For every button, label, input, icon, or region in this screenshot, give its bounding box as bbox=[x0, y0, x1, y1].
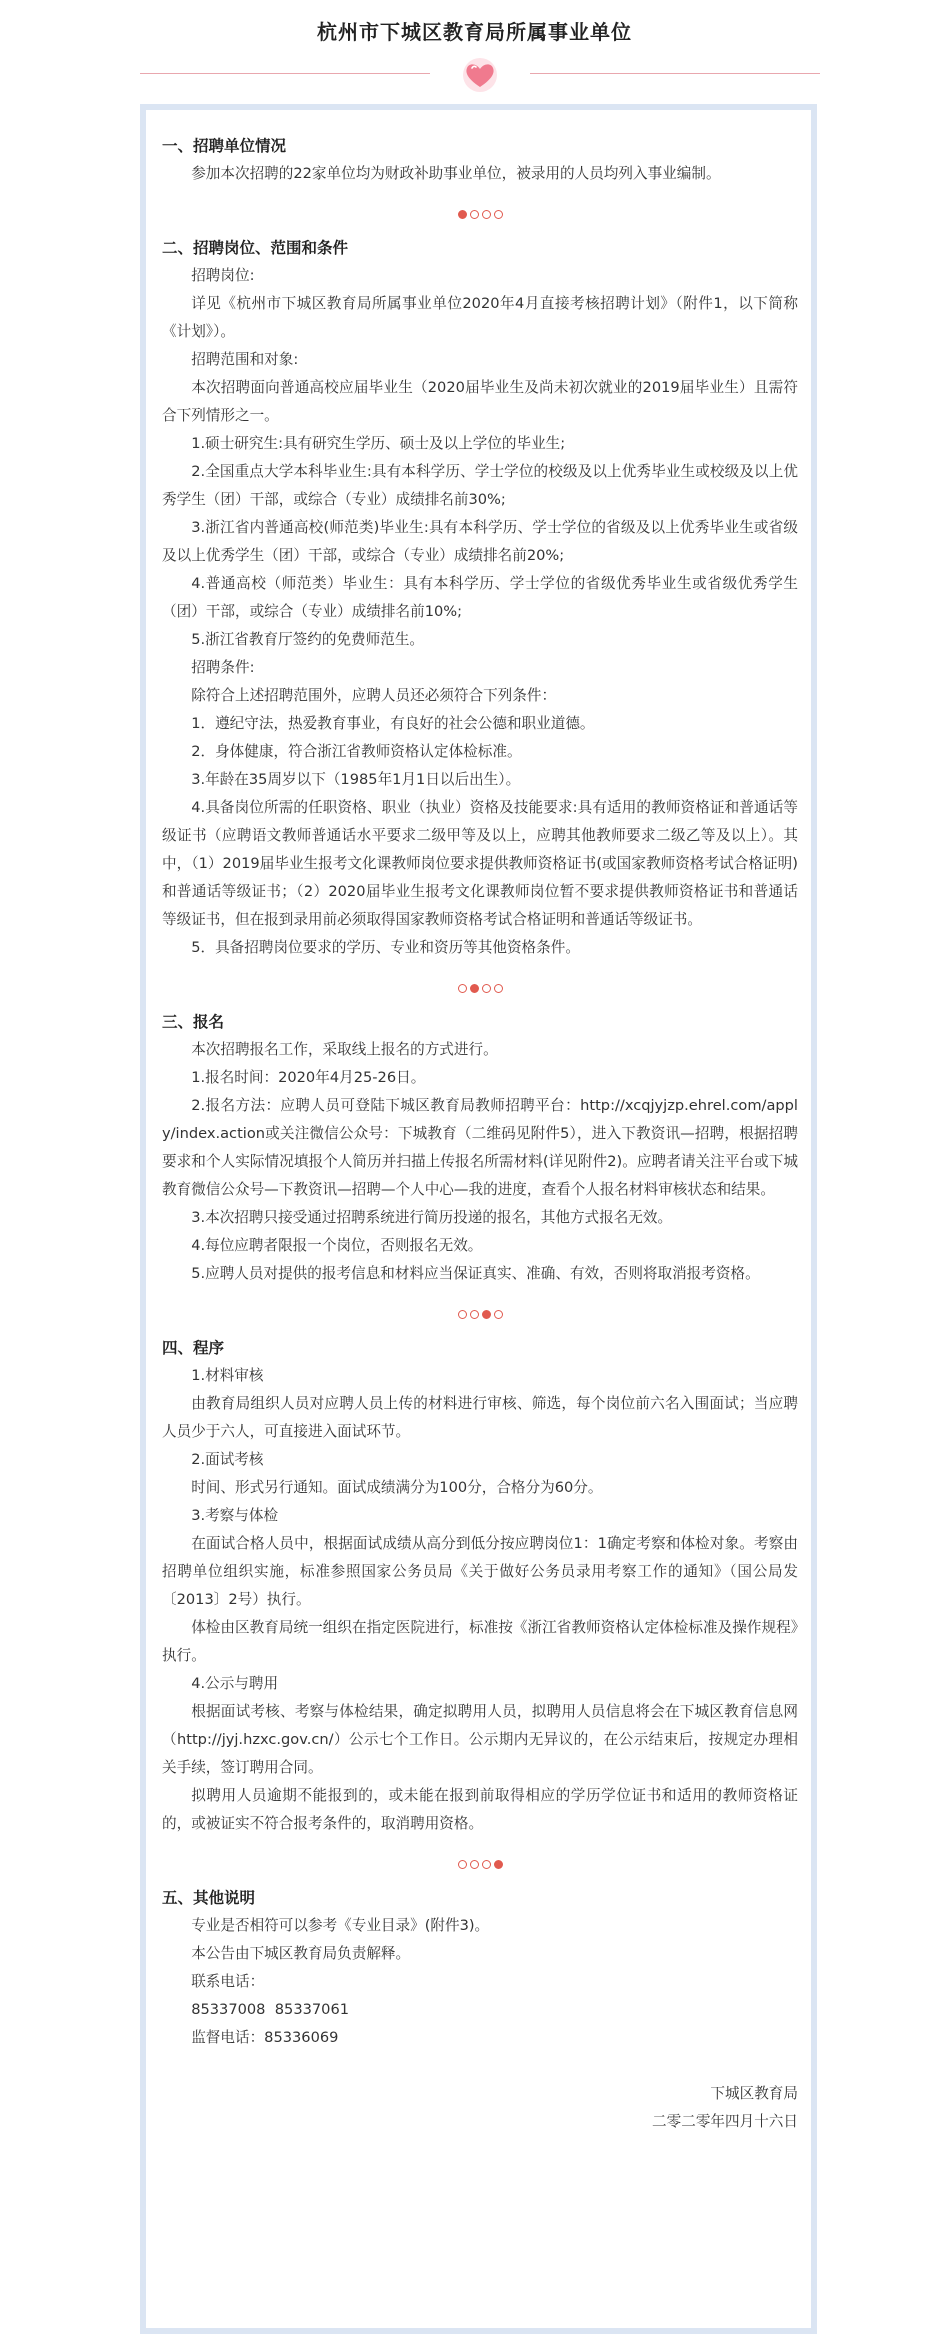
paragraph: 3.考察与体检 bbox=[191, 1507, 279, 1524]
paragraph: 5．具备招聘岗位要求的学历、专业和资历等其他资格条件。 bbox=[191, 939, 580, 956]
divider-dot bbox=[470, 210, 479, 219]
paragraph: 3.本次招聘只接受通过招聘系统进行简历投递的报名，其他方式报名无效。 bbox=[191, 1209, 673, 1226]
paragraph: 除符合上述招聘范围外，应聘人员还必须符合下列条件： bbox=[191, 687, 557, 704]
paragraph: 4.普通高校（师范类）毕业生：具有本科学历、学士学位的省级优秀毕业生或省级优秀学生（团）干部，或综合（专业）成绩排名前10%; bbox=[162, 575, 798, 620]
article-body bbox=[162, 126, 798, 2136]
paragraph: 3.浙江省内普通高校(师范类)毕业生:具有本科学历、学士学位的省级及以上优秀毕业生或省级及以上优秀学生（团）干部，或综合（专业）成绩排名前20%; bbox=[162, 519, 798, 564]
paragraph: 详见《杭州市下城区教育局所属事业单位2020年4月直接考核招聘计划》（附件1，以下简称《计划》）。 bbox=[162, 295, 798, 340]
paragraph: 招聘范围和对象: bbox=[191, 351, 299, 368]
paragraph: 本公告由下城区教育局负责解释。 bbox=[191, 1945, 411, 1962]
supervision-phone: 监督电话：85336069 bbox=[191, 2029, 339, 2046]
paragraph: 1.材料审核 bbox=[191, 1367, 264, 1384]
paragraph: 在面试合格人员中，根据面试成绩从高分到低分按应聘岗位1：1确定考察和体检对象。考察由招聘单位组织实施，标准参照国家公务员局《关于做好公务员录用考察工作的通知》（国公局发〔2013〕2号）执行。 bbox=[162, 1535, 798, 1608]
divider-dot bbox=[470, 984, 479, 993]
paragraph: 2.报名方法：应聘人员可登陆下城区教育局教师招聘平台：http://xcqjyjzp.ehrel.com/apply/index.action或关注微信公众号：下城教育（二维码见附件5），进入下教资讯—招聘，根据招聘要求和个人实际情况填报个人简历并扫描上传报名所需材料(详见附件2)。应聘者请关注平台或下城教育微信公众号—下教资讯—招聘—个人中心—我的进度，查看个人报名材料审核状态和结果。 bbox=[162, 1097, 798, 1198]
divider-line-right bbox=[530, 73, 820, 74]
paragraph: 本次招聘面向普通高校应届毕业生（2020届毕业生及尚未初次就业的2019届毕业生）且需符合下列情形之一。 bbox=[162, 379, 798, 424]
paragraph: 招聘条件: bbox=[191, 659, 255, 676]
section-divider bbox=[162, 1850, 798, 1870]
section-heading: 四、程序 bbox=[162, 1339, 225, 1357]
paragraph: 4.每位应聘者限报一个岗位，否则报名无效。 bbox=[191, 1237, 483, 1254]
divider-dot bbox=[482, 1310, 491, 1319]
signature-date: 二零二零年四月十六日 bbox=[652, 2113, 798, 2130]
paragraph: 1.硕士研究生:具有研究生学历、硕士及以上学位的毕业生; bbox=[191, 435, 566, 452]
paragraph: 专业是否相符可以参考《专业目录》(附件3)。 bbox=[191, 1917, 490, 1934]
paragraph: 5.应聘人员对提供的报考信息和材料应当保证真实、准确、有效，否则将取消报考资格。 bbox=[191, 1265, 760, 1282]
divider-dot bbox=[458, 1860, 467, 1869]
paragraph: 2.面试考核 bbox=[191, 1451, 264, 1468]
section-heading: 二、招聘岗位、范围和条件 bbox=[162, 239, 349, 257]
section-heading: 一、招聘单位情况 bbox=[162, 137, 287, 155]
divider-dot bbox=[482, 1860, 491, 1869]
heart-icon bbox=[456, 54, 504, 94]
paragraph: 1．遵纪守法，热爱教育事业，有良好的社会公德和职业道德。 bbox=[191, 715, 595, 732]
divider-dot bbox=[494, 1860, 503, 1869]
divider-dot bbox=[470, 1310, 479, 1319]
section-divider bbox=[162, 1300, 798, 1320]
divider-dot bbox=[458, 1310, 467, 1319]
paragraph: 参加本次招聘的22家单位均为财政补助事业单位，被录用的人员均列入事业编制。 bbox=[191, 165, 721, 182]
paragraph: 1.报名时间：2020年4月25-26日。 bbox=[191, 1069, 426, 1086]
paragraph: 3.年龄在35周岁以下（1985年1月1日以后出生）。 bbox=[191, 771, 521, 788]
paragraph: 时间、形式另行通知。面试成绩满分为100分，合格分为60分。 bbox=[191, 1479, 603, 1496]
title-divider bbox=[140, 54, 820, 94]
paragraph: 2．身体健康，符合浙江省教师资格认定体检标准。 bbox=[191, 743, 522, 760]
section-heading: 三、报名 bbox=[162, 1013, 225, 1031]
paragraph: 本次招聘报名工作，采取线上报名的方式进行。 bbox=[191, 1041, 498, 1058]
paragraph: 体检由区教育局统一组织在指定医院进行，标准按《浙江省教师资格认定体检标准及操作规程》执行。 bbox=[162, 1619, 798, 1664]
paragraph: 5.浙江省教育厅签约的免费师范生。 bbox=[191, 631, 425, 648]
divider-dot bbox=[494, 1310, 503, 1319]
page-title: 杭州市下城区教育局所属事业单位 bbox=[317, 20, 632, 44]
paragraph: 联系电话： bbox=[191, 1973, 265, 1990]
divider-dot bbox=[494, 984, 503, 993]
paragraph: 由教育局组织人员对应聘人员上传的材料进行审核、筛选，每个岗位前六名入围面试；当应聘人员少于六人，可直接进入面试环节。 bbox=[162, 1395, 798, 1440]
paragraph: 4.公示与聘用 bbox=[191, 1675, 279, 1692]
divider-dot bbox=[470, 1860, 479, 1869]
divider-dot bbox=[482, 210, 491, 219]
paragraph: 根据面试考核、考察与体检结果，确定拟聘用人员，拟聘用人员信息将会在下城区教育信息网（http://jyj.hzxc.gov.cn/）公示七个工作日。公示期内无异议的，在公示结束后，按规定办理相关手续，签订聘用合同。 bbox=[162, 1703, 798, 1776]
paragraph: 拟聘用人员逾期不能报到的，或未能在报到前取得相应的学历学位证书和适用的教师资格证的，或被证实不符合报考条件的，取消聘用资格。 bbox=[162, 1787, 798, 1832]
divider-dot bbox=[458, 984, 467, 993]
paragraph: 2.全国重点大学本科毕业生:具有本科学历、学士学位的校级及以上优秀毕业生或校级及以上优秀学生（团）干部，或综合（专业）成绩排名前30%; bbox=[162, 463, 798, 508]
section-heading: 五、其他说明 bbox=[162, 1889, 256, 1907]
phone-numbers: 85337008 85337061 bbox=[191, 2001, 350, 2018]
divider-line-left bbox=[140, 73, 430, 74]
signature-org: 下城区教育局 bbox=[710, 2085, 798, 2102]
section-divider bbox=[162, 200, 798, 220]
divider-dot bbox=[482, 984, 491, 993]
divider-dot bbox=[494, 210, 503, 219]
section-divider bbox=[162, 974, 798, 994]
paragraph: 招聘岗位: bbox=[191, 267, 255, 284]
paragraph: 4.具备岗位所需的任职资格、职业（执业）资格及技能要求:具有适用的教师资格证和普通话等级证书（应聘语文教师普通话水平要求二级甲等及以上，应聘其他教师要求二级乙等及以上）。其中，（1）2019届毕业生报考文化课教师岗位要求提供教师资格证书(或国家教师资格考试合格证明)和普通话等级证书；（2）2020届毕业生报考文化课教师岗位暂不要求提供教师资格证书和普通话等级证书，但在报到录用前必须取得国家教师资格考试合格证明和普通话等级证书。 bbox=[162, 799, 798, 928]
divider-dot bbox=[458, 210, 467, 219]
